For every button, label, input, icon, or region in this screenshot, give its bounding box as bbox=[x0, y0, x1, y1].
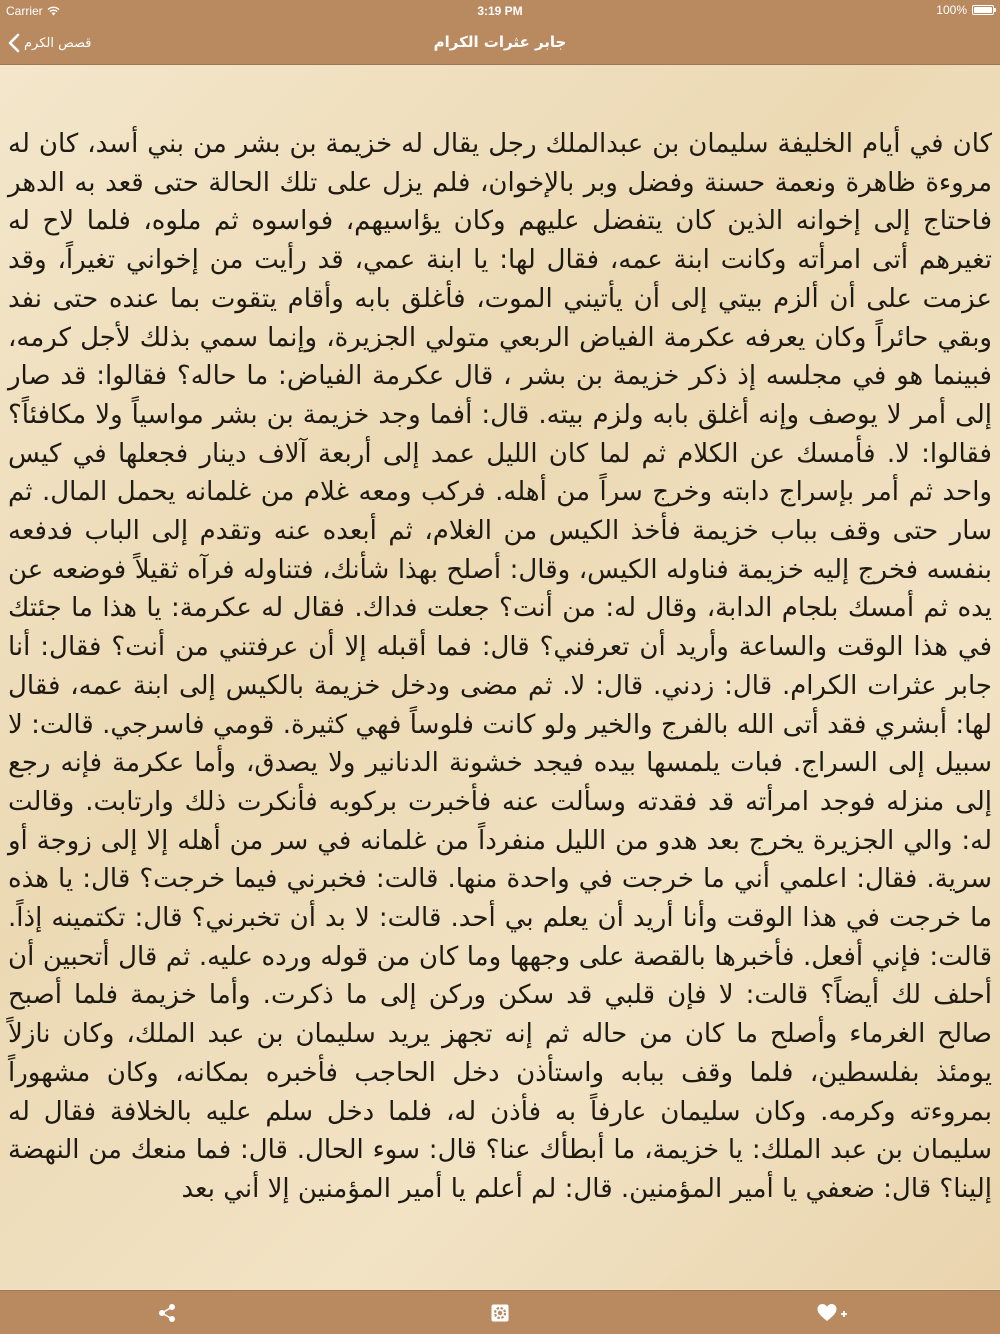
share-button[interactable] bbox=[153, 1299, 181, 1327]
battery-icon bbox=[972, 5, 994, 15]
story-scroll-view[interactable] bbox=[0, 65, 1000, 1289]
story-text: كان في أيام الخليفة سليمان بن عبدالملك رجل يقال له خزيمة بن بشر من بني أسد، كان له مروءة ظاهرة ونعمة حسنة وفضل وبر بالإخوان، فلم يزل على تلك الحالة حتى قعد به الدهر فاحتاج إلى إخوانه الذين كان يتفضل عليهم وكان يؤاسيهم، فواسوه ثم ملوه، فلما لاح له تغيرهم أتى امرأته وكانت ابنة عمه، فقال لها: يا ابنة عمي، قد رأيت من إخواني تغيراً، وقد عزمت على أن ألزم بيتي إلى أن يأتيني الموت، فأغلق بابه وأقام يتقوت بما عنده حتى نفد وبقي حائراً وكان يعرفه عكرمة الفياض الربعي متولي الجزيرة، وإنما سمي بذلك لأجل كرمه، فبينما هو في مجلسه إذ ذكر خزيمة بن بشر ، قال عكرمة الفياض: ما حاله؟ فقالوا: قد صار إلى أمر لا يوصف وإنه أغلق بابه ولزم بيته. قال: أفما وجد خزيمة بن بشر مواسياً ولا مكافئاً؟ فقالوا: لا. فأمسك عن الكلام ثم لما كان الليل عمد إلى أربعة آلاف دينار فجعلها في كيس واحد ثم أمر بإسراج دابته وخرج سراً من أهله. فركب ومعه غلام من غلمانه يحمل المال. ثم سار حتى وقف بباب خزيمة فأخذ الكيس من الغلام، ثم أبعده عنه وتقدم إلى الباب فدفعه بنفسه فخرج إليه خزيمة فناوله الكيس، وقال: أصلح بهذا شأنك، فتناوله فرآه ثقيلاً فوضعه عن يده ثم أمسك بلجام الدابة، وقال له: من أنت؟ جعلت فداك. فقال له عكرمة: يا هذا ما جئتك في هذا الوقت والساعة وأريد أن تعرفني؟ قال: فما أقبله إلا أن عرفتني من أنت؟ فقال: أنا جابر عثرات الكرام. قال: زدني. قال: لا. ثم مضى ودخل خزيمة بالكيس إلى ابنة عمه، فقال لها: أبشري فقد أتى الله بالفرج والخير ولو كانت فلوساً فهي كثيرة. قومي فاسرجي. قالت: لا سبيل إلى السراج. فبات يلمسها بيده فيجد خشونة الدنانير ولا يصدق، وأما عكرمة فإنه رجع إلى منزله فوجد امرأته قد فقدته وسألت عنه فأخبرت بركوبه فأنكرت ذلك وارتابت. وقالت له: والي الجزيرة يخرج بعد هدو من الليل منفرداً من غلمانه في سر من أهله إلا إلى زوجة أو سرية. فقال: اعلمي أني ما خرجت في واحدة منها. قالت: فخبرني فيما خرجت؟ قال: يا هذه ما خرجت في هذا الوقت وأنا أريد أن يعلم بي أحد. قالت: لا بد أن تخبرني؟ قال: تكتمينه إذاً. قالت: فإني أفعل. فأخبرها بالقصة على وجهها وما كان من قوله ورده عليه. ثم قال أتحبين أن أحلف لك أيضاً؟ قالت: لا فإن قلبي قد سكن وركن إلى ما ذكرت. وأما خزيمة فلما أصبح صالح الغرماء وأصلح ما كان من حاله ثم إنه تجهز يريد سليمان بن عبد الملك، وكان نازلاً يومئذ بفلسطين، فلما وقف ببابه واستأذن دخل الحاجب فأخبره بمكانه، وكان مشهوراً بمروءته وكرمه. وكان سليمان عارفاً به فأذن له، فلما دخل سلم عليه بالخلافة فقال له سليمان بن عبد الملك: يا خزيمة، ما أبطأك عنا؟ قال: سوء الحال. قال: فما منعك من النهضة إلينا؟ قال: ضعفي يا أمير المؤمنين. قال: لم أعلم يا أمير المؤمنين إلا أني بعد bbox=[8, 129, 992, 1204]
gear-icon bbox=[490, 1303, 510, 1323]
share-icon bbox=[157, 1303, 177, 1323]
battery-group bbox=[936, 3, 994, 17]
status-bar bbox=[0, 0, 1000, 22]
bottom-toolbar bbox=[0, 1290, 1000, 1334]
settings-button[interactable] bbox=[486, 1299, 514, 1327]
favorite-button[interactable] bbox=[815, 1299, 851, 1327]
battery-fill bbox=[974, 7, 992, 13]
battery-percent: 100% bbox=[936, 3, 967, 17]
back-label: قصص الكرم bbox=[24, 35, 92, 51]
carrier-label: Carrier bbox=[6, 4, 43, 18]
navigation-bar bbox=[0, 22, 1000, 65]
status-time: 3:19 PM bbox=[477, 4, 523, 18]
heart-plus-icon bbox=[816, 1302, 850, 1324]
page-title: جابر عثرات الكرام bbox=[433, 33, 567, 51]
